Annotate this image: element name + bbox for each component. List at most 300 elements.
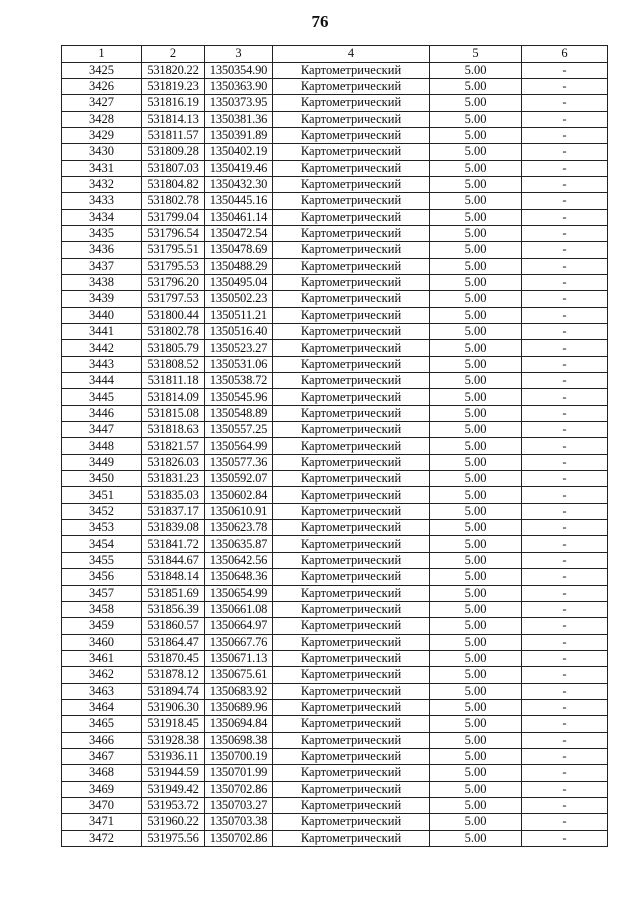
- y-coordinate-cell: 1350363.90: [205, 78, 273, 94]
- x-coordinate-cell: 531800.44: [142, 307, 205, 323]
- method-cell: Картометрический: [273, 62, 430, 78]
- point-number-cell: 3469: [62, 781, 142, 797]
- description-cell: -: [522, 193, 608, 209]
- accuracy-cell: 5.00: [430, 454, 522, 470]
- accuracy-cell: 5.00: [430, 585, 522, 601]
- accuracy-cell: 5.00: [430, 814, 522, 830]
- y-coordinate-cell: 1350592.07: [205, 471, 273, 487]
- accuracy-cell: 5.00: [430, 716, 522, 732]
- description-cell: -: [522, 389, 608, 405]
- method-cell: Картометрический: [273, 536, 430, 552]
- point-number-cell: 3443: [62, 356, 142, 372]
- column-header: 2: [142, 46, 205, 63]
- method-cell: Картометрический: [273, 748, 430, 764]
- accuracy-cell: 5.00: [430, 650, 522, 666]
- accuracy-cell: 5.00: [430, 340, 522, 356]
- method-cell: Картометрический: [273, 389, 430, 405]
- method-cell: Картометрический: [273, 585, 430, 601]
- accuracy-cell: 5.00: [430, 732, 522, 748]
- point-number-cell: 3455: [62, 552, 142, 568]
- x-coordinate-cell: 531804.82: [142, 176, 205, 192]
- table-row: [62, 471, 608, 487]
- description-cell: -: [522, 78, 608, 94]
- method-cell: Картометрический: [273, 618, 430, 634]
- point-number-cell: 3444: [62, 373, 142, 389]
- method-cell: Картометрический: [273, 340, 430, 356]
- description-cell: -: [522, 176, 608, 192]
- table-row: [62, 324, 608, 340]
- point-number-cell: 3430: [62, 144, 142, 160]
- accuracy-cell: 5.00: [430, 422, 522, 438]
- point-number-cell: 3463: [62, 683, 142, 699]
- point-number-cell: 3446: [62, 405, 142, 421]
- y-coordinate-cell: 1350402.19: [205, 144, 273, 160]
- y-coordinate-cell: 1350689.96: [205, 699, 273, 715]
- method-cell: Картометрический: [273, 438, 430, 454]
- table-row: [62, 373, 608, 389]
- point-number-cell: 3429: [62, 127, 142, 143]
- method-cell: Картометрический: [273, 634, 430, 650]
- x-coordinate-cell: 531949.42: [142, 781, 205, 797]
- accuracy-cell: 5.00: [430, 324, 522, 340]
- x-coordinate-cell: 531807.03: [142, 160, 205, 176]
- table-row: [62, 650, 608, 666]
- accuracy-cell: 5.00: [430, 78, 522, 94]
- y-coordinate-cell: 1350683.92: [205, 683, 273, 699]
- table-row: [62, 454, 608, 470]
- x-coordinate-cell: 531918.45: [142, 716, 205, 732]
- y-coordinate-cell: 1350577.36: [205, 454, 273, 470]
- x-coordinate-cell: 531844.67: [142, 552, 205, 568]
- column-header: 5: [430, 46, 522, 63]
- description-cell: -: [522, 258, 608, 274]
- y-coordinate-cell: 1350419.46: [205, 160, 273, 176]
- x-coordinate-cell: 531936.11: [142, 748, 205, 764]
- x-coordinate-cell: 531815.08: [142, 405, 205, 421]
- point-number-cell: 3456: [62, 569, 142, 585]
- y-coordinate-cell: 1350671.13: [205, 650, 273, 666]
- description-cell: -: [522, 95, 608, 111]
- method-cell: Картометрический: [273, 209, 430, 225]
- description-cell: -: [522, 274, 608, 290]
- method-cell: Картометрический: [273, 732, 430, 748]
- table-row: [62, 503, 608, 519]
- table-row: [62, 667, 608, 683]
- point-number-cell: 3467: [62, 748, 142, 764]
- x-coordinate-cell: 531953.72: [142, 797, 205, 813]
- x-coordinate-cell: 531944.59: [142, 765, 205, 781]
- x-coordinate-cell: 531831.23: [142, 471, 205, 487]
- y-coordinate-cell: 1350432.30: [205, 176, 273, 192]
- accuracy-cell: 5.00: [430, 242, 522, 258]
- accuracy-cell: 5.00: [430, 291, 522, 307]
- page-number: 76: [311, 12, 329, 31]
- method-cell: Картометрический: [273, 422, 430, 438]
- table-row: [62, 176, 608, 192]
- accuracy-cell: 5.00: [430, 258, 522, 274]
- description-cell: -: [522, 569, 608, 585]
- description-cell: -: [522, 291, 608, 307]
- accuracy-cell: 5.00: [430, 487, 522, 503]
- point-number-cell: 3454: [62, 536, 142, 552]
- y-coordinate-cell: 1350523.27: [205, 340, 273, 356]
- description-cell: -: [522, 748, 608, 764]
- description-cell: -: [522, 552, 608, 568]
- method-cell: Картометрический: [273, 454, 430, 470]
- table-row: [62, 814, 608, 830]
- method-cell: Картометрический: [273, 520, 430, 536]
- point-number-cell: 3426: [62, 78, 142, 94]
- accuracy-cell: 5.00: [430, 95, 522, 111]
- y-coordinate-cell: 1350391.89: [205, 127, 273, 143]
- table-row: [62, 127, 608, 143]
- description-cell: -: [522, 405, 608, 421]
- x-coordinate-cell: 531818.63: [142, 422, 205, 438]
- table-row: [62, 552, 608, 568]
- point-number-cell: 3436: [62, 242, 142, 258]
- x-coordinate-cell: 531811.57: [142, 127, 205, 143]
- x-coordinate-cell: 531795.53: [142, 258, 205, 274]
- x-coordinate-cell: 531860.57: [142, 618, 205, 634]
- accuracy-cell: 5.00: [430, 503, 522, 519]
- description-cell: -: [522, 209, 608, 225]
- accuracy-cell: 5.00: [430, 209, 522, 225]
- y-coordinate-cell: 1350675.61: [205, 667, 273, 683]
- description-cell: -: [522, 144, 608, 160]
- x-coordinate-cell: 531796.54: [142, 225, 205, 241]
- x-coordinate-cell: 531799.04: [142, 209, 205, 225]
- description-cell: -: [522, 618, 608, 634]
- point-number-cell: 3459: [62, 618, 142, 634]
- x-coordinate-cell: 531841.72: [142, 536, 205, 552]
- point-number-cell: 3438: [62, 274, 142, 290]
- accuracy-cell: 5.00: [430, 683, 522, 699]
- description-cell: -: [522, 650, 608, 666]
- method-cell: Картометрический: [273, 667, 430, 683]
- description-cell: -: [522, 667, 608, 683]
- table-row: [62, 62, 608, 78]
- point-number-cell: 3449: [62, 454, 142, 470]
- y-coordinate-cell: 1350642.56: [205, 552, 273, 568]
- y-coordinate-cell: 1350701.99: [205, 765, 273, 781]
- x-coordinate-cell: 531796.20: [142, 274, 205, 290]
- table-row: [62, 748, 608, 764]
- description-cell: -: [522, 520, 608, 536]
- point-number-cell: 3468: [62, 765, 142, 781]
- x-coordinate-cell: 531795.51: [142, 242, 205, 258]
- x-coordinate-cell: 531870.45: [142, 650, 205, 666]
- accuracy-cell: 5.00: [430, 62, 522, 78]
- table-row: [62, 601, 608, 617]
- x-coordinate-cell: 531851.69: [142, 585, 205, 601]
- table-row: [62, 765, 608, 781]
- x-coordinate-cell: 531848.14: [142, 569, 205, 585]
- method-cell: Картометрический: [273, 111, 430, 127]
- point-number-cell: 3433: [62, 193, 142, 209]
- table-row: [62, 144, 608, 160]
- table-row: [62, 405, 608, 421]
- method-cell: Картометрический: [273, 193, 430, 209]
- table-row: [62, 699, 608, 715]
- x-coordinate-cell: 531928.38: [142, 732, 205, 748]
- accuracy-cell: 5.00: [430, 111, 522, 127]
- table-row: [62, 111, 608, 127]
- method-cell: Картометрический: [273, 569, 430, 585]
- method-cell: Картометрический: [273, 307, 430, 323]
- accuracy-cell: 5.00: [430, 601, 522, 617]
- y-coordinate-cell: 1350623.78: [205, 520, 273, 536]
- y-coordinate-cell: 1350700.19: [205, 748, 273, 764]
- description-cell: -: [522, 454, 608, 470]
- accuracy-cell: 5.00: [430, 307, 522, 323]
- y-coordinate-cell: 1350698.38: [205, 732, 273, 748]
- point-number-cell: 3427: [62, 95, 142, 111]
- accuracy-cell: 5.00: [430, 618, 522, 634]
- accuracy-cell: 5.00: [430, 797, 522, 813]
- point-number-cell: 3445: [62, 389, 142, 405]
- y-coordinate-cell: 1350502.23: [205, 291, 273, 307]
- point-number-cell: 3432: [62, 176, 142, 192]
- method-cell: Картометрический: [273, 683, 430, 699]
- description-cell: -: [522, 797, 608, 813]
- y-coordinate-cell: 1350635.87: [205, 536, 273, 552]
- method-cell: Картометрический: [273, 650, 430, 666]
- y-coordinate-cell: 1350703.38: [205, 814, 273, 830]
- description-cell: -: [522, 601, 608, 617]
- x-coordinate-cell: 531820.22: [142, 62, 205, 78]
- table-row: [62, 356, 608, 372]
- point-number-cell: 3470: [62, 797, 142, 813]
- x-coordinate-cell: 531816.19: [142, 95, 205, 111]
- x-coordinate-cell: 531894.74: [142, 683, 205, 699]
- y-coordinate-cell: 1350667.76: [205, 634, 273, 650]
- description-cell: -: [522, 716, 608, 732]
- description-cell: -: [522, 160, 608, 176]
- table-row: [62, 307, 608, 323]
- method-cell: Картометрический: [273, 601, 430, 617]
- x-coordinate-cell: 531802.78: [142, 324, 205, 340]
- point-number-cell: 3460: [62, 634, 142, 650]
- table-row: [62, 78, 608, 94]
- table-row: [62, 422, 608, 438]
- method-cell: Картометрический: [273, 830, 430, 846]
- table-row: [62, 225, 608, 241]
- accuracy-cell: 5.00: [430, 520, 522, 536]
- y-coordinate-cell: 1350445.16: [205, 193, 273, 209]
- method-cell: Картометрический: [273, 144, 430, 160]
- y-coordinate-cell: 1350488.29: [205, 258, 273, 274]
- table-row: [62, 438, 608, 454]
- accuracy-cell: 5.00: [430, 144, 522, 160]
- accuracy-cell: 5.00: [430, 274, 522, 290]
- y-coordinate-cell: 1350602.84: [205, 487, 273, 503]
- point-number-cell: 3441: [62, 324, 142, 340]
- accuracy-cell: 5.00: [430, 634, 522, 650]
- coordinates-table: [61, 45, 608, 847]
- y-coordinate-cell: 1350354.90: [205, 62, 273, 78]
- accuracy-cell: 5.00: [430, 765, 522, 781]
- accuracy-cell: 5.00: [430, 781, 522, 797]
- description-cell: -: [522, 781, 608, 797]
- x-coordinate-cell: 531839.08: [142, 520, 205, 536]
- accuracy-cell: 5.00: [430, 373, 522, 389]
- x-coordinate-cell: 531819.23: [142, 78, 205, 94]
- x-coordinate-cell: 531975.56: [142, 830, 205, 846]
- accuracy-cell: 5.00: [430, 748, 522, 764]
- table-row: [62, 274, 608, 290]
- description-cell: -: [522, 307, 608, 323]
- table-row: [62, 209, 608, 225]
- y-coordinate-cell: 1350373.95: [205, 95, 273, 111]
- point-number-cell: 3440: [62, 307, 142, 323]
- x-coordinate-cell: 531821.57: [142, 438, 205, 454]
- point-number-cell: 3464: [62, 699, 142, 715]
- x-coordinate-cell: 531811.18: [142, 373, 205, 389]
- accuracy-cell: 5.00: [430, 699, 522, 715]
- description-cell: -: [522, 111, 608, 127]
- description-cell: -: [522, 634, 608, 650]
- y-coordinate-cell: 1350495.04: [205, 274, 273, 290]
- method-cell: Картометрический: [273, 242, 430, 258]
- table-row: [62, 160, 608, 176]
- y-coordinate-cell: 1350538.72: [205, 373, 273, 389]
- method-cell: Картометрический: [273, 95, 430, 111]
- column-header: 3: [205, 46, 273, 63]
- method-cell: Картометрический: [273, 797, 430, 813]
- point-number-cell: 3466: [62, 732, 142, 748]
- method-cell: Картометрический: [273, 291, 430, 307]
- method-cell: Картометрический: [273, 781, 430, 797]
- method-cell: Картометрический: [273, 225, 430, 241]
- description-cell: -: [522, 585, 608, 601]
- accuracy-cell: 5.00: [430, 176, 522, 192]
- y-coordinate-cell: 1350702.86: [205, 830, 273, 846]
- x-coordinate-cell: 531960.22: [142, 814, 205, 830]
- accuracy-cell: 5.00: [430, 193, 522, 209]
- method-cell: Картометрический: [273, 160, 430, 176]
- accuracy-cell: 5.00: [430, 160, 522, 176]
- method-cell: Картометрический: [273, 552, 430, 568]
- description-cell: -: [522, 471, 608, 487]
- column-header: 1: [62, 46, 142, 63]
- table-row: [62, 258, 608, 274]
- description-cell: -: [522, 765, 608, 781]
- point-number-cell: 3425: [62, 62, 142, 78]
- accuracy-cell: 5.00: [430, 830, 522, 846]
- point-number-cell: 3471: [62, 814, 142, 830]
- table-row: [62, 536, 608, 552]
- x-coordinate-cell: 531878.12: [142, 667, 205, 683]
- method-cell: Картометрический: [273, 356, 430, 372]
- description-cell: -: [522, 699, 608, 715]
- y-coordinate-cell: 1350702.86: [205, 781, 273, 797]
- table-row: [62, 291, 608, 307]
- y-coordinate-cell: 1350557.25: [205, 422, 273, 438]
- table-header-row: [62, 46, 608, 63]
- description-cell: -: [522, 503, 608, 519]
- x-coordinate-cell: 531797.53: [142, 291, 205, 307]
- accuracy-cell: 5.00: [430, 552, 522, 568]
- description-cell: -: [522, 732, 608, 748]
- description-cell: -: [522, 373, 608, 389]
- method-cell: Картометрический: [273, 471, 430, 487]
- point-number-cell: 3462: [62, 667, 142, 683]
- x-coordinate-cell: 531814.13: [142, 111, 205, 127]
- column-header: 4: [273, 46, 430, 63]
- point-number-cell: 3434: [62, 209, 142, 225]
- table-row: [62, 569, 608, 585]
- table-row: [62, 193, 608, 209]
- y-coordinate-cell: 1350472.54: [205, 225, 273, 241]
- method-cell: Картометрический: [273, 487, 430, 503]
- description-cell: -: [522, 62, 608, 78]
- point-number-cell: 3448: [62, 438, 142, 454]
- y-coordinate-cell: 1350461.14: [205, 209, 273, 225]
- point-number-cell: 3450: [62, 471, 142, 487]
- point-number-cell: 3428: [62, 111, 142, 127]
- y-coordinate-cell: 1350478.69: [205, 242, 273, 258]
- method-cell: Картометрический: [273, 176, 430, 192]
- point-number-cell: 3458: [62, 601, 142, 617]
- y-coordinate-cell: 1350703.27: [205, 797, 273, 813]
- method-cell: Картометрический: [273, 78, 430, 94]
- accuracy-cell: 5.00: [430, 356, 522, 372]
- y-coordinate-cell: 1350664.97: [205, 618, 273, 634]
- x-coordinate-cell: 531856.39: [142, 601, 205, 617]
- method-cell: Картометрический: [273, 258, 430, 274]
- table-row: [62, 585, 608, 601]
- description-cell: -: [522, 225, 608, 241]
- description-cell: -: [522, 242, 608, 258]
- y-coordinate-cell: 1350545.96: [205, 389, 273, 405]
- y-coordinate-cell: 1350610.91: [205, 503, 273, 519]
- x-coordinate-cell: 531814.09: [142, 389, 205, 405]
- point-number-cell: 3439: [62, 291, 142, 307]
- table-row: [62, 242, 608, 258]
- description-cell: -: [522, 127, 608, 143]
- y-coordinate-cell: 1350511.21: [205, 307, 273, 323]
- table-row: [62, 634, 608, 650]
- point-number-cell: 3452: [62, 503, 142, 519]
- x-coordinate-cell: 531802.78: [142, 193, 205, 209]
- y-coordinate-cell: 1350516.40: [205, 324, 273, 340]
- description-cell: -: [522, 438, 608, 454]
- table-row: [62, 618, 608, 634]
- description-cell: -: [522, 536, 608, 552]
- method-cell: Картометрический: [273, 699, 430, 715]
- method-cell: Картометрический: [273, 814, 430, 830]
- method-cell: Картометрический: [273, 503, 430, 519]
- y-coordinate-cell: 1350564.99: [205, 438, 273, 454]
- method-cell: Картометрический: [273, 765, 430, 781]
- accuracy-cell: 5.00: [430, 225, 522, 241]
- description-cell: -: [522, 814, 608, 830]
- description-cell: -: [522, 356, 608, 372]
- accuracy-cell: 5.00: [430, 471, 522, 487]
- accuracy-cell: 5.00: [430, 389, 522, 405]
- point-number-cell: 3457: [62, 585, 142, 601]
- point-number-cell: 3472: [62, 830, 142, 846]
- table-row: [62, 520, 608, 536]
- accuracy-cell: 5.00: [430, 438, 522, 454]
- table-row: [62, 830, 608, 846]
- x-coordinate-cell: 531808.52: [142, 356, 205, 372]
- method-cell: Картометрический: [273, 405, 430, 421]
- x-coordinate-cell: 531826.03: [142, 454, 205, 470]
- table-row: [62, 340, 608, 356]
- x-coordinate-cell: 531906.30: [142, 699, 205, 715]
- point-number-cell: 3447: [62, 422, 142, 438]
